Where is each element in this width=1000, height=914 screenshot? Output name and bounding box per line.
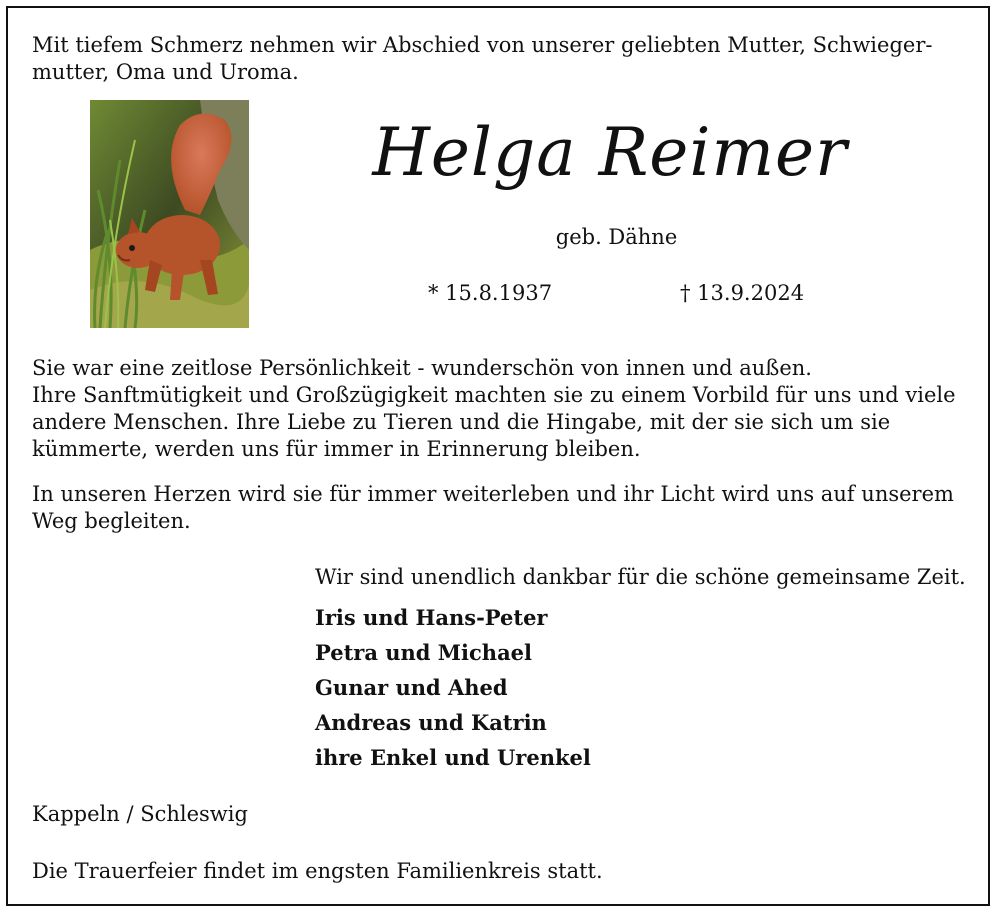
paragraph-line: Ihre Sanftmütigkeit und Großzügigkeit machten sie zu einem Vorbild für uns und viele	[32, 383, 956, 407]
paragraph-line: Weg begleiten.	[32, 509, 191, 533]
birth-date: * 15.8.1937	[428, 281, 553, 305]
intro-line: Mit tiefem Schmerz nehmen wir Abschied von unserer geliebten Mutter, Schwieger-	[32, 33, 933, 57]
deceased-name: Helga Reimer	[372, 114, 848, 191]
memory-paragraph	[32, 481, 954, 535]
thanks-line: Wir sind unendlich dankbar für die schöne gemeinsame Zeit.	[315, 565, 966, 589]
death-date: † 13.9.2024	[680, 281, 805, 305]
intro-text	[32, 32, 932, 86]
paragraph-line: Sie war eine zeitlose Persönlichkeit - wunderschön von innen und außen.	[32, 356, 812, 380]
place: Kappeln / Schleswig	[32, 802, 248, 826]
paragraph-line: andere Menschen. Ihre Liebe zu Tieren und die Hingabe, mit der sie sich um sie	[32, 410, 891, 434]
family-member: Andreas und Katrin	[315, 710, 547, 735]
family-member: ihre Enkel und Urenkel	[315, 745, 591, 770]
paragraph-line: In unseren Herzen wird sie für immer weiterleben und ihr Licht wird uns auf unserem	[32, 482, 954, 506]
family-member: Gunar und Ahed	[315, 675, 508, 700]
funeral-note: Die Trauerfeier findet im engsten Familienkreis statt.	[32, 859, 603, 883]
family-member: Iris und Hans-Peter	[315, 605, 548, 630]
family-member: Petra und Michael	[315, 640, 533, 665]
intro-line: mutter, Oma und Uroma.	[32, 60, 299, 84]
paragraph-line: kümmerte, werden uns für immer in Erinnerung bleiben.	[32, 437, 641, 461]
tribute-paragraph	[32, 355, 956, 463]
family-list	[315, 600, 591, 775]
birth-name: geb. Dähne	[555, 225, 678, 249]
squirrel-photo	[90, 100, 249, 328]
